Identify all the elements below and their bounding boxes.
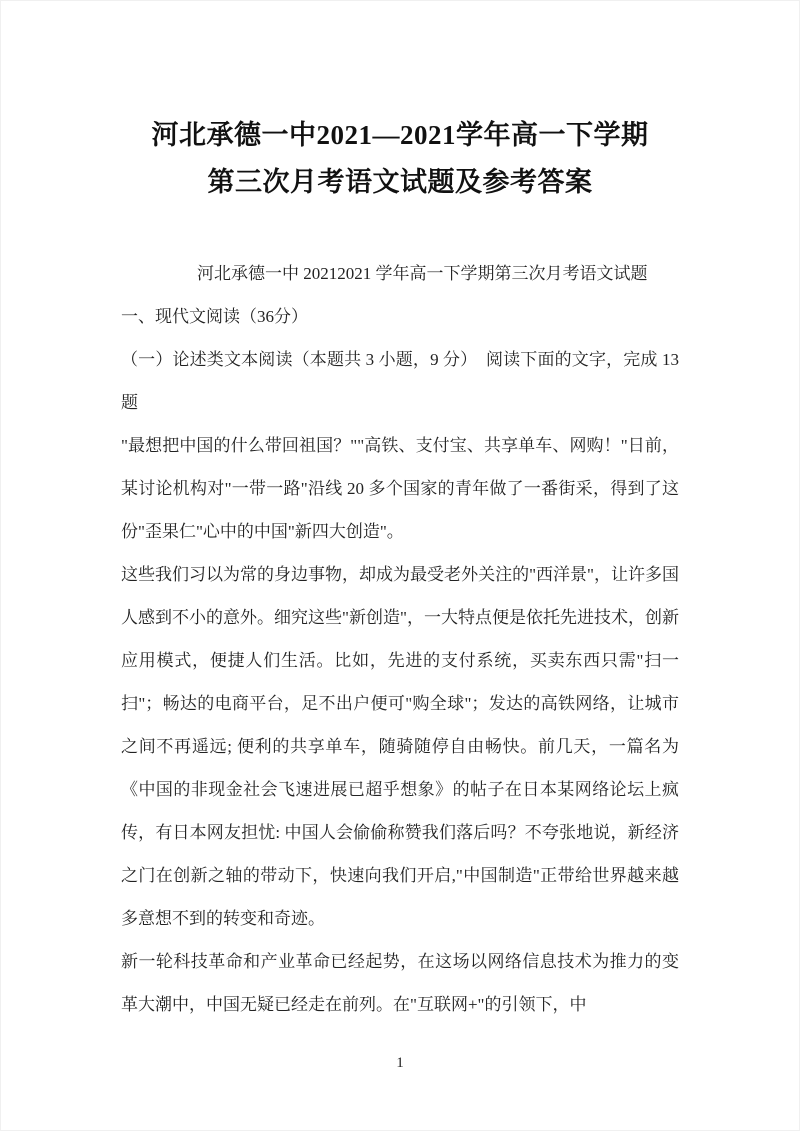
document-title-line-1: 河北承德一中2021—2021学年高一下学期	[151, 120, 649, 151]
page-number: 1	[396, 1055, 404, 1071]
paragraph-passage-3: 新一轮科技革命和产业革命已经起势，在这场以网络信息技术为推力的变革大潮中，中国无疑已经走在前列。在"互联网+"的引领下，中	[121, 952, 679, 1015]
document-title-line-2: 第三次月考语文试题及参考答案	[207, 167, 593, 198]
paragraph-section-1: 一、现代文阅读（36分）	[121, 307, 308, 327]
document-title	[121, 112, 679, 206]
paragraph-passage-1: "最想把中国的什么带回祖国？""高铁、支付宝、共享单车、网购！"日前，某讨论机构对"一带一路"沿线 20 多个国家的青年做了一番街采，得到了这份"歪果仁"心中的中国"新四大创造"。	[121, 436, 679, 542]
paragraph-section-1-1: （一）论述类文本阅读（本题共 3 小题，9 分） 阅读下面的文字，完成 13 题	[121, 350, 679, 413]
document-body	[121, 252, 679, 1026]
paragraph-heading-line: 河北承德一中 20212021 学年高一下学期第三次月考语文试题	[197, 264, 648, 284]
paragraph-passage-2: 这些我们习以为常的身边事物，却成为最受老外关注的"西洋景"，让许多国人感到不小的意外。细究这些"新创造"，一大特点便是依托先进技术，创新应用模式，便捷人们生活。比如，先进的支付系统，买卖东西只需"扫一扫"；畅达的电商平台，足不出户便可"购全球"；发达的高铁网络，让城市之间不再遥远; 便利的共享单车，随骑随停自由畅快。前几天，一篇名为《中国的非现金社会飞速进展已超乎想象》的帖子在日本某网络论坛上疯传，有日本网友担忧: 中国人会偷偷称赞我们落后吗？不夸张地说，新经济之门在创新之轴的带动下，快速向我们开启,"中国制造"正带给世界越来越多意想不到的转变和奇迹。	[121, 565, 679, 929]
page-content	[1, 1, 799, 1026]
